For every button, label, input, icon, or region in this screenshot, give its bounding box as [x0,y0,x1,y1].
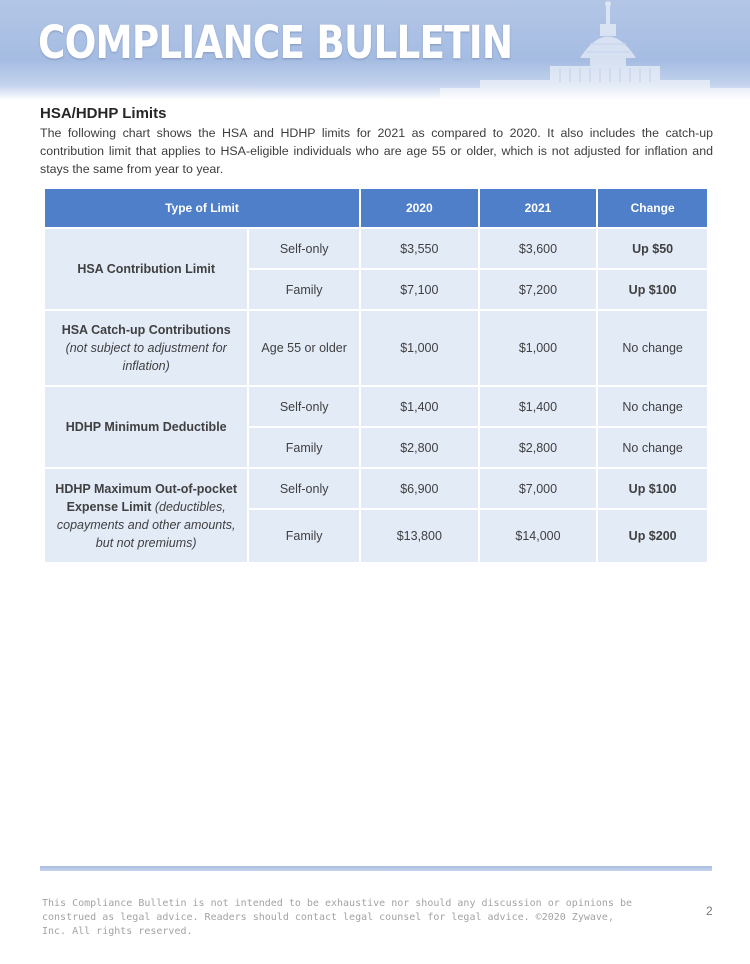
bulletin-title: COMPLIANCE BULLETIN [38,16,513,69]
footer-divider [40,866,712,871]
value-2020-cell: $1,000 [361,311,478,385]
change-cell: No change [598,311,707,385]
change-cell: No change [598,428,707,467]
header-2021: 2021 [480,189,597,227]
coverage-cell: Family [249,428,359,467]
table-row [45,469,707,508]
value-2020-cell: $13,800 [361,510,478,562]
intro-paragraph: The following chart shows the HSA and HDHP limits for 2021 as compared to 2020. It also includes the catch-up contribution limit that applies to HSA-eligible individuals who are age 55 or older, which is not adjusted for inflation and stays the same from year to year. [40,126,713,176]
change-cell: No change [598,387,707,426]
value-2020-cell: $6,900 [361,469,478,508]
table-row [45,387,707,426]
limit-type-name: HSA Contribution Limit [77,262,216,276]
limit-type-name: HDHP Minimum Deductible [65,420,227,434]
value-2021-cell: $14,000 [480,510,597,562]
change-cell: Up $100 [598,270,707,309]
limit-type-note: (deductibles, copayments and other amounts, but not premiums) [56,499,236,550]
value-2021-cell: $1,000 [480,311,597,385]
table-header-row [45,189,707,227]
value-2021-cell: $7,200 [480,270,597,309]
limit-type-name: HSA Catch-up Contributions [61,323,231,337]
value-2021-cell: $1,400 [480,387,597,426]
value-2020-cell: $7,100 [361,270,478,309]
header-change: Change [598,189,707,227]
value-2021-cell: $2,800 [480,428,597,467]
coverage-cell: Family [249,270,359,309]
header-banner [0,0,750,100]
limit-type-name: HDHP Maximum Out-of-pocket Expense Limit [55,481,238,514]
change-cell: Up $100 [598,469,707,508]
header-2020: 2020 [361,189,478,227]
value-2021-cell: $7,000 [480,469,597,508]
coverage-cell: Family [249,510,359,562]
capitol-dome-graphic [440,0,750,100]
value-2020-cell: $2,800 [361,428,478,467]
coverage-cell: Self-only [249,469,359,508]
value-2020-cell: $3,550 [361,229,478,268]
header-type-of-limit: Type of Limit [45,189,359,227]
limit-type-cell [45,469,247,562]
section-title: HSA/HDHP Limits [40,105,167,122]
coverage-cell: Self-only [249,387,359,426]
limit-type-cell [45,387,247,467]
table-row [45,229,707,268]
limit-type-note: (not subject to adjustment for inflation) [65,341,227,373]
limit-type-cell [45,229,247,309]
limits-table [43,187,709,564]
footer-disclaimer: This Compliance Bulletin is not intended to be exhaustive nor should any discussion or opinions be construed as legal advice. Readers should contact legal counsel for legal advice. ©2020 Zywave, Inc. All rights reserved. [42,898,633,937]
change-cell: Up $50 [598,229,707,268]
table-row [45,311,707,385]
value-2020-cell: $1,400 [361,387,478,426]
coverage-cell: Self-only [249,229,359,268]
coverage-cell: Age 55 or older [249,311,359,385]
value-2021-cell: $3,600 [480,229,597,268]
page-number: 2 [706,904,713,918]
change-cell: Up $200 [598,510,707,562]
limit-type-cell [45,311,247,385]
